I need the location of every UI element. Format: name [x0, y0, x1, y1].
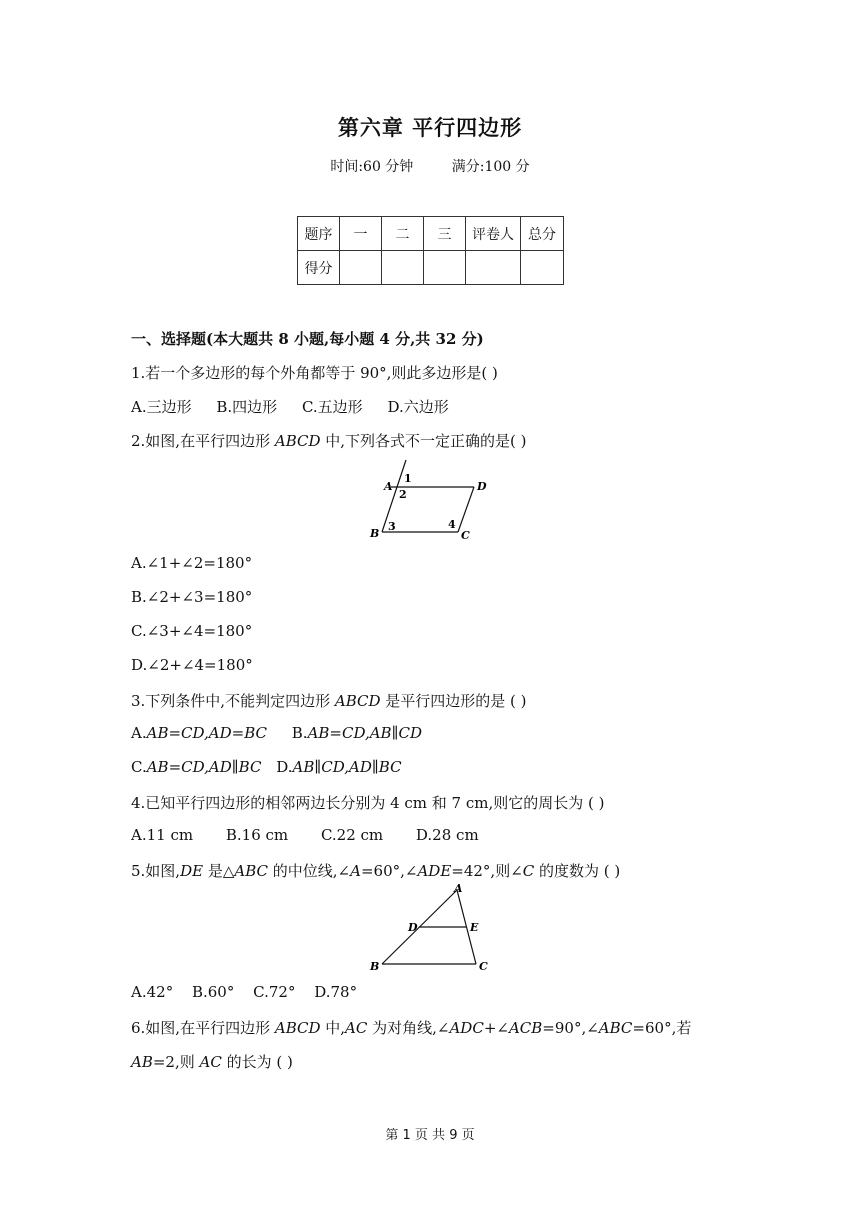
vertex-label-e: E: [470, 921, 479, 934]
stem-text: 中,下列各式不一定正确的是( ): [320, 432, 527, 450]
full-score: 满分:100 分: [451, 159, 530, 175]
score-cell: [382, 251, 424, 285]
option-b: B.四边形: [216, 398, 278, 416]
question-2-option-b: B.∠2+∠3=180°: [131, 588, 253, 606]
stem-text: 3.下列条件中,不能判定四边形: [131, 692, 335, 710]
stem-text: 的度数为 ( ): [534, 862, 621, 880]
question-4-options: [131, 826, 479, 844]
vertex-label-a: A: [454, 882, 463, 895]
stem-text: 5.如图,: [131, 862, 181, 880]
section-heading: 一、选择题(本大题共 8 小题,每小题 4 分,共 32 分): [131, 330, 484, 348]
stem-math: ABC: [234, 862, 269, 880]
option-d: D.28 cm: [415, 826, 479, 844]
question-1-stem: 1.若一个多边形的每个外角都等于 90°,则此多边形是( ): [131, 364, 498, 382]
option-a-text: AB=CD,AD=BC: [146, 724, 267, 742]
score-table-header-row: [298, 217, 564, 251]
score-cell: [521, 251, 564, 285]
triangle-figure: [362, 882, 502, 974]
option-a: A.42°: [131, 983, 174, 1001]
question-5-options: [131, 983, 357, 1001]
stem-text: 2.如图,在平行四边形: [131, 432, 275, 450]
stem-math: AC: [345, 1019, 368, 1037]
option-a: A.三边形: [131, 398, 192, 416]
angle-label-3: 3: [388, 520, 396, 533]
vertex-label-a: A: [384, 480, 393, 493]
score-table: [297, 216, 564, 285]
score-cell: 二: [382, 217, 424, 251]
stem-text: 6.如图,在平行四边形: [131, 1019, 275, 1037]
stem-math: ABC: [598, 1019, 633, 1037]
option-b-letter: B.: [291, 724, 308, 742]
stem-math: A: [350, 862, 361, 880]
question-2-stem: [131, 430, 527, 451]
stem-text: 为对角线,∠: [367, 1019, 450, 1037]
angle-label-1: 1: [404, 472, 412, 485]
score-cell: [340, 251, 382, 285]
option-c: C.72°: [253, 983, 296, 1001]
score-cell: 评卷人: [466, 217, 521, 251]
vertex-label-c: C: [479, 960, 488, 973]
option-c-letter: C.: [131, 758, 147, 776]
question-1-options: [131, 396, 469, 417]
stem-text: 的长为 ( ): [221, 1053, 293, 1071]
stem-math: ABCD: [334, 692, 381, 710]
stem-math: DE: [180, 862, 204, 880]
score-table-score-row: [298, 251, 564, 285]
stem-text: =60°,∠: [360, 862, 418, 880]
stem-math: ABCD: [274, 432, 321, 450]
stem-text: =2,则: [152, 1053, 200, 1071]
vertex-label-d: D: [477, 480, 487, 493]
angle-label-4: 4: [448, 518, 456, 531]
stem-text: +∠: [483, 1019, 509, 1037]
exam-meta: [0, 156, 860, 176]
stem-math: ADE: [417, 862, 452, 880]
option-b: B.60°: [191, 983, 235, 1001]
stem-text: 是△: [203, 862, 235, 880]
option-b: B.16 cm: [225, 826, 289, 844]
score-cell: 总分: [521, 217, 564, 251]
side-dc: [458, 487, 474, 532]
option-d-letter: D.: [276, 758, 293, 776]
question-2-option-c: C.∠3+∠4=180°: [131, 622, 253, 640]
stem-math: AC: [199, 1053, 222, 1071]
option-c-text: AB=CD,AD∥BC: [146, 758, 262, 776]
vertex-label-c: C: [461, 529, 470, 542]
stem-math: C: [522, 862, 535, 880]
stem-text: 是平行四边形的是 ( ): [380, 692, 527, 710]
page-footer: 第 1 页 共 9 页: [385, 1128, 475, 1143]
stem-text: =60°,若: [632, 1019, 692, 1037]
score-cell: [466, 251, 521, 285]
stem-text: 中,: [320, 1019, 346, 1037]
option-d: D.78°: [314, 983, 358, 1001]
stem-text: =42°,则∠: [451, 862, 523, 880]
stem-math: AB: [131, 1053, 153, 1071]
option-d-text: AB∥CD,AD∥BC: [292, 758, 402, 776]
option-d: D.六边形: [387, 398, 449, 416]
option-c: C.五边形: [301, 398, 363, 416]
vertex-label-b: B: [370, 960, 380, 973]
score-cell: 得分: [298, 251, 340, 285]
vertex-label-b: B: [370, 527, 380, 540]
question-3-options-row-2: [131, 758, 402, 776]
stem-text: 的中位线,∠: [268, 862, 351, 880]
question-2-option-d: D.∠2+∠4=180°: [131, 656, 253, 674]
question-3-options-row-1: [131, 724, 422, 742]
question-6-stem-line-2: [131, 1051, 293, 1072]
stem-math: ACB: [508, 1019, 543, 1037]
question-5-stem: [131, 860, 620, 881]
option-a-letter: A.: [131, 724, 147, 742]
score-cell: 一: [340, 217, 382, 251]
time-limit: 时间:60 分钟: [330, 159, 414, 175]
page-title: 第六章 平行四边形: [337, 115, 523, 140]
score-cell: [424, 251, 466, 285]
option-c: C.22 cm: [320, 826, 384, 844]
question-6-stem-line-1: [131, 1017, 691, 1038]
vertex-label-d: D: [408, 921, 418, 934]
angle-label-2: 2: [399, 488, 407, 501]
option-a: A.11 cm: [131, 826, 194, 844]
question-2-option-a: A.∠1+∠2=180°: [131, 554, 253, 572]
stem-text: =90°,∠: [542, 1019, 599, 1037]
parallelogram-figure: [362, 456, 502, 546]
score-cell: 题序: [298, 217, 340, 251]
question-3-stem: [131, 690, 527, 711]
stem-math: ABCD: [274, 1019, 321, 1037]
option-b-text: AB=CD,AB∥CD: [307, 724, 423, 742]
stem-math: ADC: [449, 1019, 484, 1037]
question-4-stem: 4.已知平行四边形的相邻两边长分别为 4 cm 和 7 cm,则它的周长为 ( ): [131, 794, 605, 812]
score-cell: 三: [424, 217, 466, 251]
